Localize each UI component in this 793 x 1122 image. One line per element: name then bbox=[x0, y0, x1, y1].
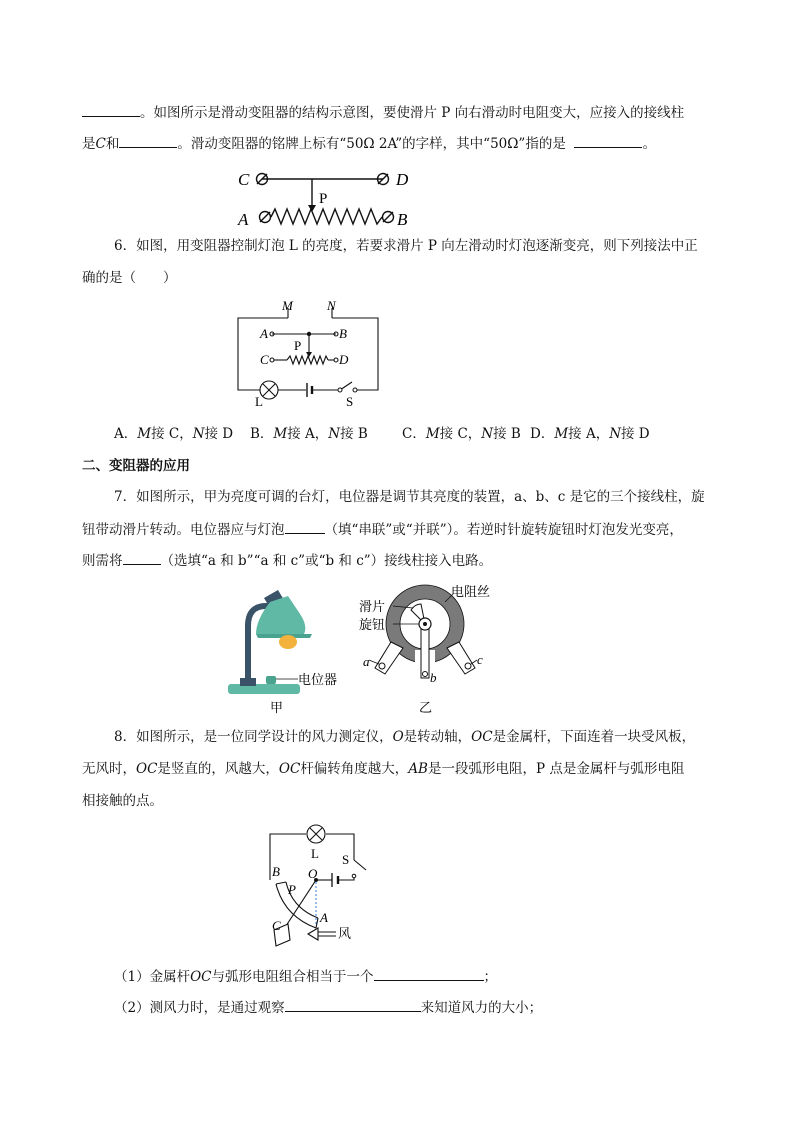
rheostat-figure bbox=[235, 165, 425, 230]
answer-blank[interactable] bbox=[123, 550, 161, 565]
svg-text:S: S bbox=[342, 852, 350, 867]
q7-line-3: 则需将 （选填“a 和 b”“a 和 c”或“b 和 c”）接线柱接入电路。 bbox=[82, 550, 492, 571]
q8-line-3: 相接触的点。 bbox=[82, 793, 163, 809]
knob-label: 旋钮 bbox=[359, 617, 386, 632]
answer-blank[interactable] bbox=[285, 997, 421, 1012]
svg-text:P: P bbox=[294, 338, 302, 353]
section-title: 二、变阻器的应用 bbox=[82, 458, 190, 474]
terminal-C-label: C bbox=[238, 170, 250, 189]
option-a[interactable]: A．M接 C，N接 D bbox=[114, 426, 234, 442]
q7-line-2: 钮带动滑片转动。电位器应与灯泡 （填“串联”或“并联”）。若逆时针旋转旋钮时灯泡发光变亮， bbox=[82, 519, 683, 540]
q8-line-1: 8．如图所示，是一位同学设计的风力测定仪，O是转动轴，OC是金属杆，下面连着一块受风板， bbox=[114, 729, 696, 745]
potentiometer-label: 电位器 bbox=[298, 672, 338, 687]
svg-text:P: P bbox=[288, 882, 296, 897]
q6-line-2: 确的是（ ） bbox=[82, 270, 177, 286]
q7-line-1: 7．如图所示，甲为亮度可调的台灯，电位器是调节其亮度的装置，a、b、c 是它的三个接线柱，旋 bbox=[114, 489, 705, 505]
lamp-rheostat-circuit bbox=[232, 298, 382, 408]
svg-text:M: M bbox=[282, 298, 293, 313]
svg-text:A: A bbox=[260, 326, 268, 341]
svg-text:B: B bbox=[272, 864, 280, 879]
svg-text:A: A bbox=[320, 910, 328, 925]
svg-text:N: N bbox=[327, 298, 336, 313]
option-c[interactable]: C．M接 C，N接 B bbox=[402, 426, 521, 442]
terminal-B-label: B bbox=[397, 210, 408, 229]
svg-text:S: S bbox=[346, 394, 354, 409]
slider-label: 滑片 bbox=[359, 599, 386, 614]
resistance-wire-label: 电阻丝 bbox=[451, 584, 491, 599]
terminal-a-label: a bbox=[363, 654, 370, 669]
wind-gauge-figure bbox=[262, 820, 382, 950]
svg-text:B: B bbox=[339, 326, 347, 341]
answer-blank[interactable] bbox=[285, 519, 325, 534]
q8-sub2: （2）测风力时，是通过观察 来知道风力的大小； bbox=[114, 997, 542, 1018]
svg-text:L: L bbox=[255, 394, 263, 409]
q8-sub1: （1）金属杆OC与弧形电阻组合相当于一个 ； bbox=[114, 966, 497, 987]
slider-P-label: P bbox=[319, 191, 328, 207]
terminal-b-label: b bbox=[430, 670, 437, 685]
answer-blank[interactable] bbox=[119, 133, 177, 148]
q6-line-1: 6．如图，用变阻器控制灯泡 L 的亮度，若要求滑片 P 向左滑动时灯泡逐渐变亮，则下列接法中正 bbox=[114, 238, 698, 254]
wind-label: 风 bbox=[338, 926, 352, 941]
answer-blank[interactable] bbox=[374, 966, 484, 981]
desk-lamp-figure bbox=[226, 586, 356, 716]
svg-text:L: L bbox=[311, 846, 319, 861]
answer-blank[interactable] bbox=[574, 133, 642, 148]
svg-text:C: C bbox=[272, 918, 281, 933]
q5-line-2: 是C和 。滑动变阻器的铭牌上标有“50Ω 2A”的字样，其中“50Ω”指的是 。 bbox=[82, 133, 656, 154]
svg-text:C: C bbox=[260, 352, 269, 367]
terminal-A-label: A bbox=[238, 210, 249, 229]
potentiometer-figure bbox=[355, 582, 505, 717]
option-b[interactable]: B．M接 A，N接 B bbox=[250, 426, 368, 442]
q5-line-1: 。如图所示是滑动变阻器的结构示意图，要使滑片 P 向右滑动时电阻变大，应接入的接线柱 bbox=[82, 102, 684, 123]
answer-blank[interactable] bbox=[82, 102, 140, 117]
svg-text:O: O bbox=[308, 866, 318, 881]
q8-line-2: 无风时，OC是竖直的，风越大，OC杆偏转角度越大，AB是一段弧形电阻，P 点是金属杆与弧形电阻 bbox=[82, 761, 685, 777]
figure-jia-label: 甲 bbox=[270, 700, 284, 715]
terminal-D-label: D bbox=[396, 170, 409, 189]
option-d[interactable]: D．M接 A，N接 D bbox=[530, 426, 650, 442]
svg-text:D: D bbox=[339, 352, 349, 367]
terminal-c-label: c bbox=[477, 652, 483, 667]
figure-yi-label: 乙 bbox=[419, 700, 433, 715]
